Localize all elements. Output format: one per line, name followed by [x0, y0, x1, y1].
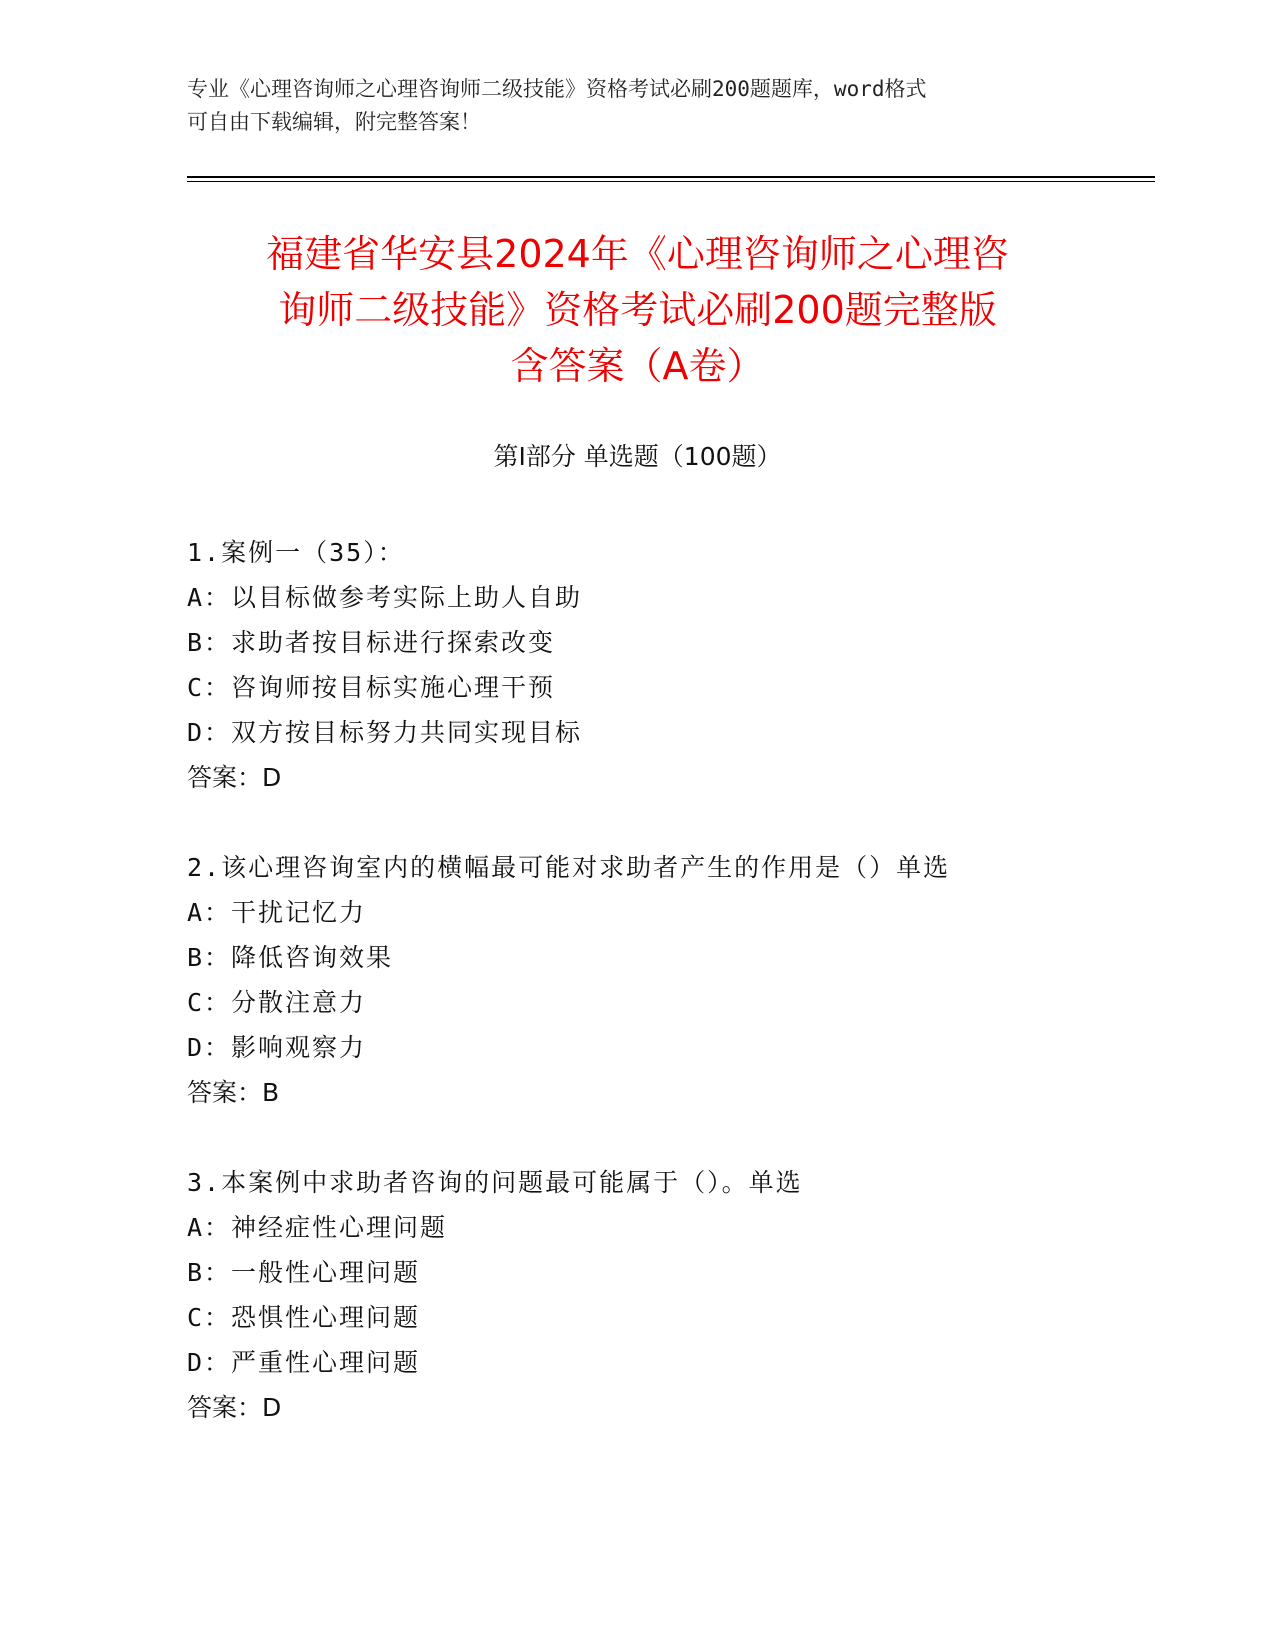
option-d: D：双方按目标努力共同实现目标: [187, 718, 583, 747]
option-a: A：干扰记忆力: [187, 898, 367, 927]
answer: 答案：D: [187, 1393, 282, 1422]
option-a: A：神经症性心理问题: [187, 1213, 448, 1242]
option-b: B：求助者按目标进行探索改变: [187, 628, 556, 657]
question-stem: 1.案例一（35）：: [187, 538, 405, 567]
document-title: [120, 226, 1155, 394]
document-title-line-1: 福建省华安县2024年《心理咨询师之心理咨: [266, 232, 1009, 276]
header-divider-thin: [187, 181, 1155, 182]
header-divider-thick: [187, 176, 1155, 178]
option-b: B：降低咨询效果: [187, 943, 394, 972]
question-stem: 2.该心理咨询室内的横幅最可能对求助者产生的作用是（）单选: [187, 853, 951, 882]
question-3: [187, 1160, 1147, 1430]
answer: 答案：D: [187, 763, 282, 792]
header-note: [187, 73, 1077, 139]
header-note-line-1: 专业《心理咨询师之心理咨询师二级技能》资格考试必刷200题题库，word格式: [187, 77, 927, 101]
question-stem: 3.本案例中求助者咨询的问题最可能属于（）。单选: [187, 1168, 803, 1197]
section-heading: 第Ⅰ部分 单选题（100题）: [493, 442, 782, 471]
answer: 答案：B: [187, 1078, 280, 1107]
option-a: A：以目标做参考实际上助人自助: [187, 583, 583, 612]
header-note-line-2: 可自由下载编辑，附完整答案！: [187, 110, 481, 134]
option-b: B：一般性心理问题: [187, 1258, 421, 1287]
question-2: [187, 845, 1147, 1115]
question-1: [187, 530, 1147, 800]
option-c: C：咨询师按目标实施心理干预: [187, 673, 556, 702]
option-d: D：影响观察力: [187, 1033, 367, 1062]
option-c: C：恐惧性心理问题: [187, 1303, 421, 1332]
option-c: C：分散注意力: [187, 988, 367, 1017]
document-title-line-3: 含答案（A卷）: [510, 344, 765, 388]
question-list: [187, 530, 1147, 1475]
option-d: D：严重性心理问题: [187, 1348, 421, 1377]
document-title-line-2: 询师二级技能》资格考试必刷200题完整版: [278, 288, 997, 332]
